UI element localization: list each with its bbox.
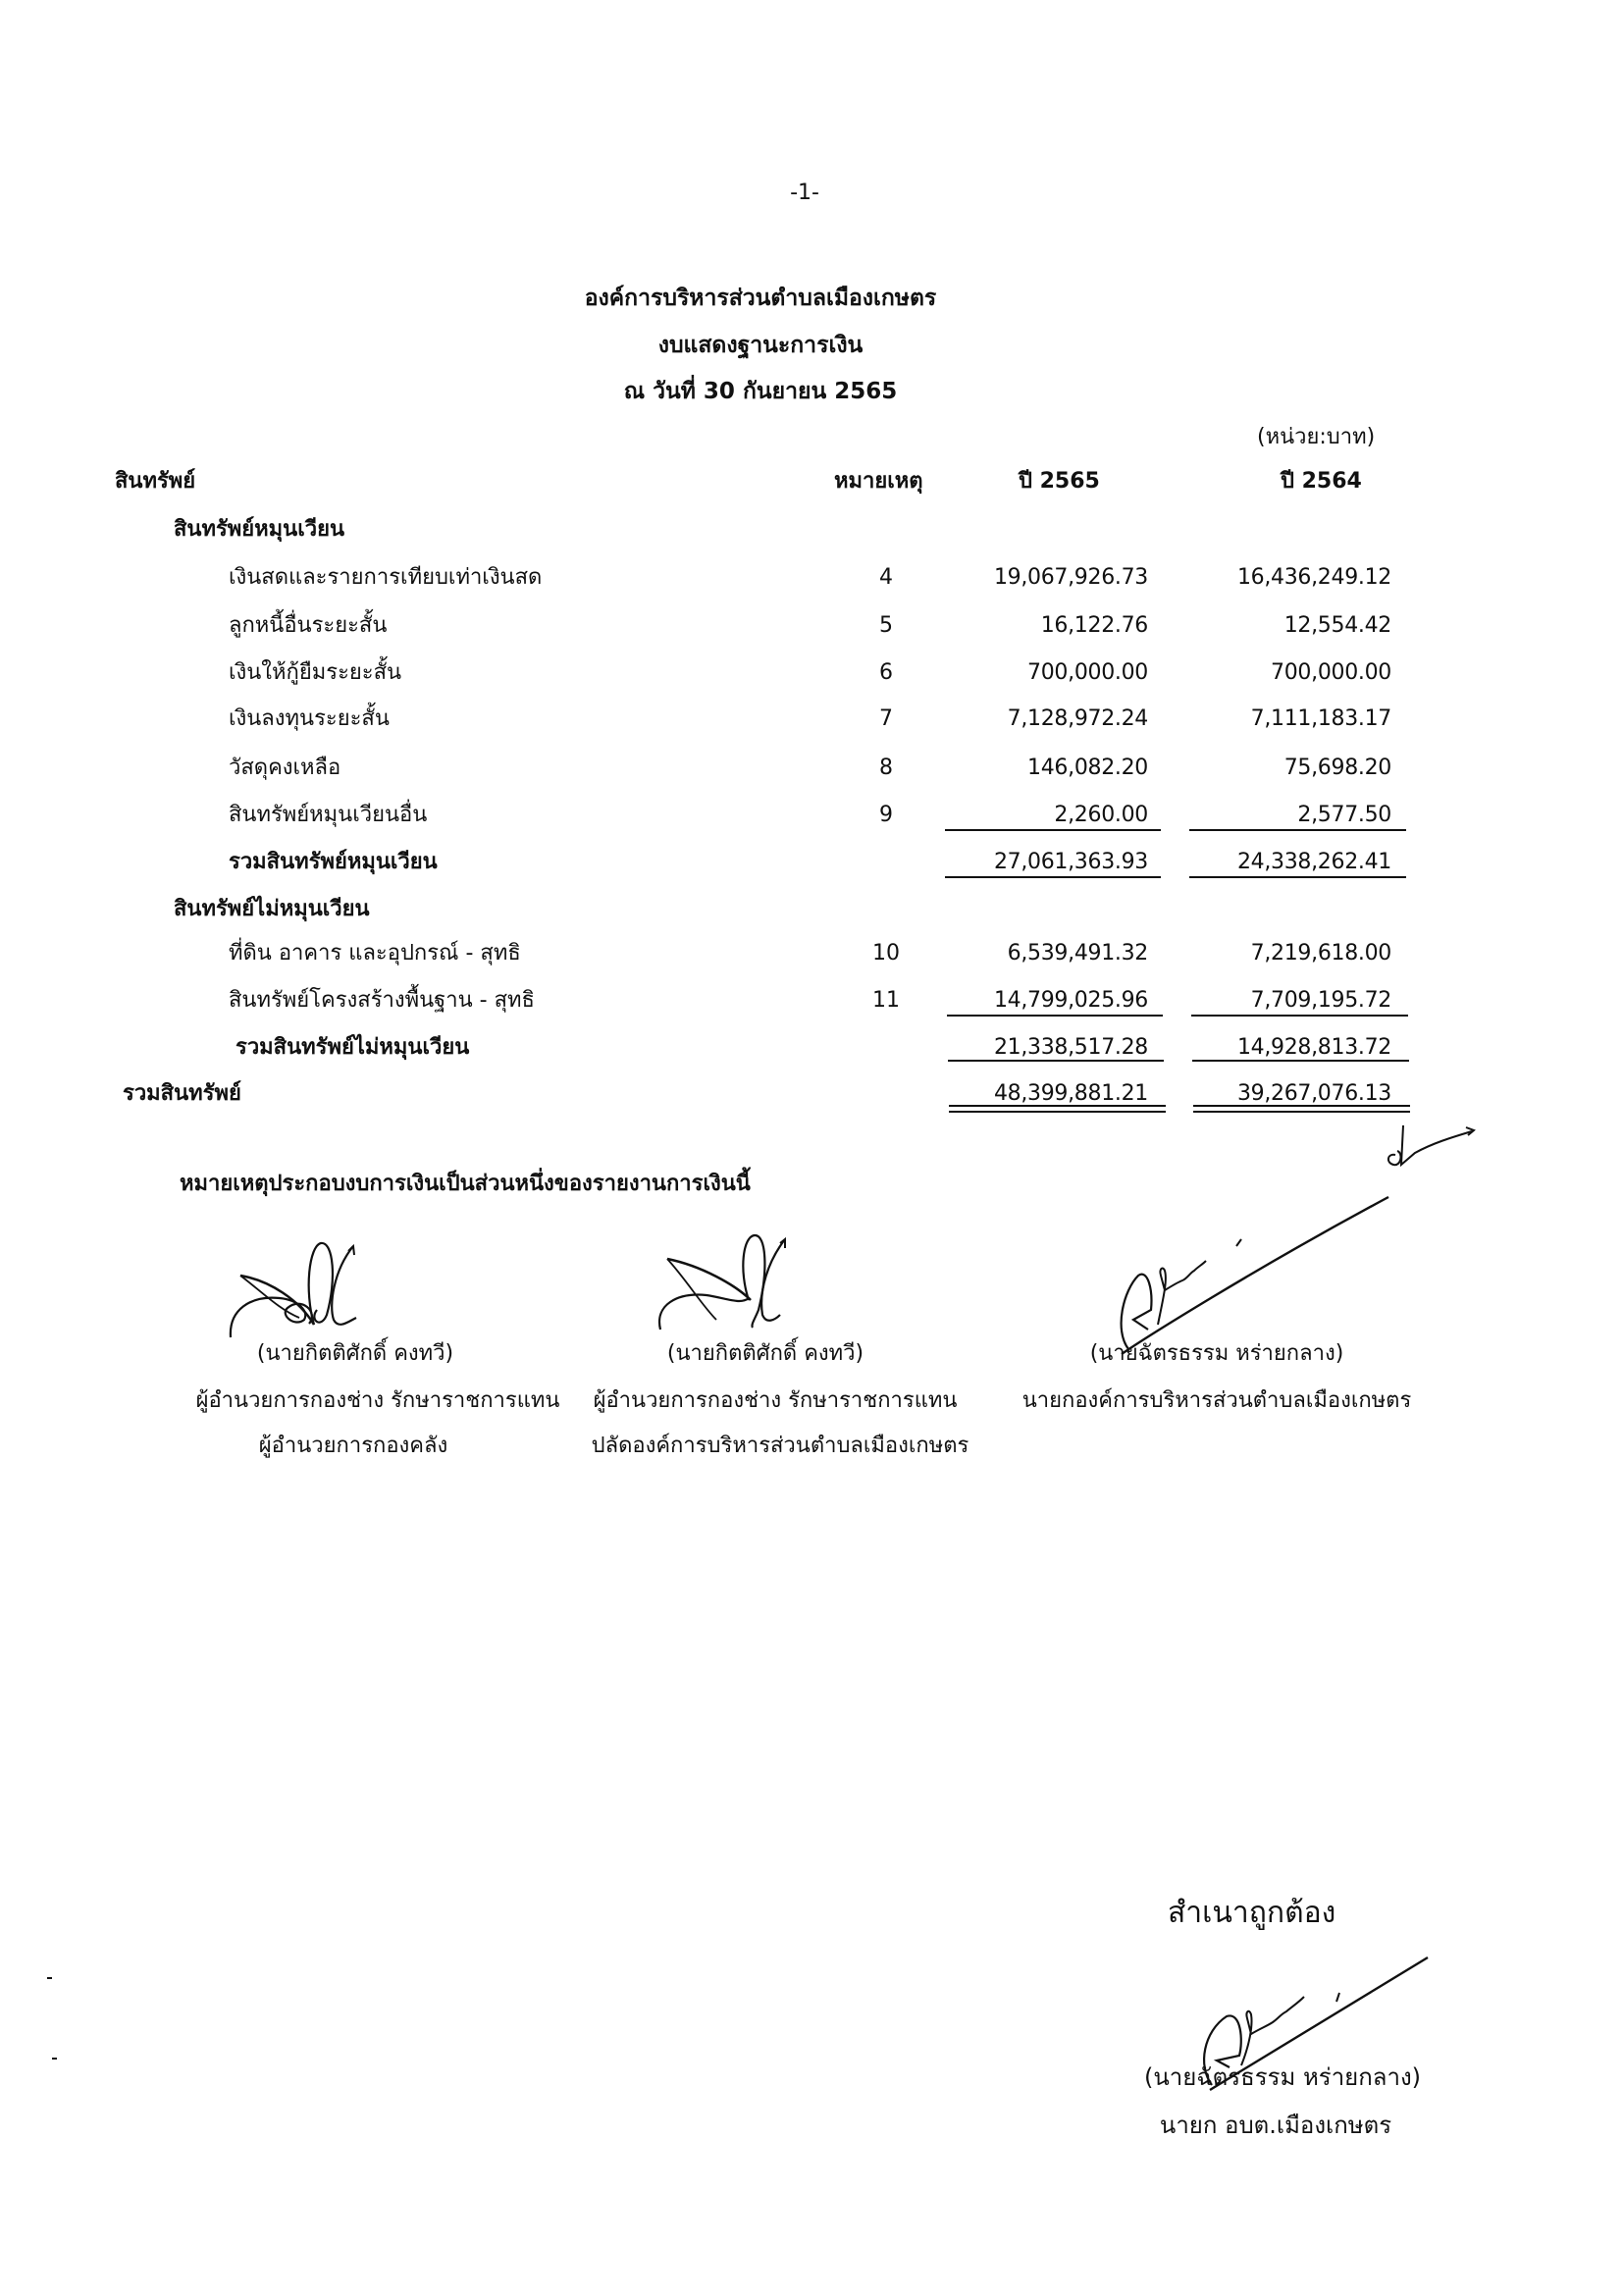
underline-current [948, 1060, 1164, 1062]
column-header-note: หมายเหตุ [834, 469, 923, 494]
row-label: สินทรัพย์หมุนเวียนอื่น [229, 803, 428, 827]
double-underline-prior [1193, 1111, 1410, 1113]
signatory-2-name: (นายกิตติศักดิ์ คงทวี) [666, 1341, 864, 1366]
signature-1 [211, 1222, 476, 1344]
row-label: เงินให้กู้ยืมระยะสั้น [229, 660, 402, 685]
signatory-1-title-line2: ผู้อำนวยการกองคลัง [258, 1434, 448, 1458]
row-value-current: 19,067,926.73 [993, 565, 1148, 590]
double-underline-current [949, 1111, 1166, 1113]
row-value-prior: 7,219,618.00 [1250, 941, 1391, 965]
initials-mark [1374, 1114, 1482, 1173]
row-note: 5 [879, 613, 893, 638]
underline-prior [1192, 1060, 1409, 1062]
row-note: 11 [872, 988, 900, 1013]
column-header-year-current: ปี 2565 [1019, 469, 1100, 494]
row-value-current: 146,082.20 [1027, 756, 1148, 780]
row-value-prior: 2,577.50 [1297, 803, 1391, 827]
underline-prior [1191, 1015, 1408, 1017]
grand-total-value-prior: 39,267,076.13 [1236, 1081, 1391, 1106]
page-number: -1- [790, 181, 819, 205]
row-label: เงินสดและรายการเทียบเท่าเงินสด [229, 565, 543, 590]
organization-name: องค์การบริหารส่วนตำบลเมืองเกษตร [584, 286, 937, 311]
row-value-prior: 75,698.20 [1283, 756, 1391, 780]
section-heading-noncurrent-assets: สินทรัพย์ไม่หมุนเวียน [174, 897, 370, 921]
row-value-prior: 12,554.42 [1283, 613, 1391, 638]
row-label: วัสดุคงเหลือ [229, 756, 341, 780]
scan-speck [47, 1977, 52, 1979]
grand-total-value-current: 48,399,881.21 [993, 1081, 1148, 1106]
column-header-year-prior: ปี 2564 [1281, 469, 1362, 494]
row-label: เงินลงทุนระยะสั้น [229, 706, 390, 731]
subtotal-value-prior: 14,928,813.72 [1236, 1035, 1391, 1060]
signature-3 [1104, 1192, 1398, 1359]
row-value-prior: 7,111,183.17 [1250, 706, 1391, 731]
notes-statement: หมายเหตุประกอบงบการเงินเป็นส่วนหนึ่งของรายงานการเงินนี้ [180, 1172, 751, 1196]
certified-copy-stamp: สำเนาถูกต้อง [1168, 1896, 1336, 1930]
row-value-current: 14,799,025.96 [993, 988, 1148, 1013]
double-underline-prior [1193, 1105, 1410, 1107]
row-value-current: 2,260.00 [1054, 803, 1148, 827]
signatory-2-title-line1: ผู้อำนวยการกองช่าง รักษาราชการแทน [593, 1388, 958, 1413]
column-header-item: สินทรัพย์ [115, 469, 196, 494]
subtotal-label: รวมสินทรัพย์ไม่หมุนเวียน [236, 1035, 470, 1060]
row-note: 10 [872, 941, 900, 965]
underline-current [945, 876, 1161, 878]
underline-current [947, 1015, 1163, 1017]
section-heading-current-assets: สินทรัพย์หมุนเวียน [174, 517, 345, 542]
signatory-1-name: (นายกิตติศักดิ์ คงทวี) [256, 1341, 454, 1366]
row-label: ลูกหนี้อื่นระยะสั้น [229, 613, 388, 638]
signatory-3-name: (นายฉัตรธรรม หร่ายกลาง) [1089, 1341, 1344, 1366]
row-value-current: 16,122.76 [1040, 613, 1148, 638]
as-of-date: ณ วันที่ 30 กันยายน 2565 [623, 379, 898, 404]
signature-2 [643, 1222, 908, 1344]
row-value-prior: 7,709,195.72 [1250, 988, 1391, 1013]
row-value-current: 7,128,972.24 [1007, 706, 1148, 731]
signatory-1-title-line1: ผู้อำนวยการกองช่าง รักษาราชการแทน [195, 1388, 560, 1413]
row-note: 7 [879, 706, 893, 731]
underline-current [945, 829, 1161, 831]
grand-total-label: รวมสินทรัพย์ [123, 1081, 241, 1106]
signatory-3-title-line1: นายกองค์การบริหารส่วนตำบลเมืองเกษตร [1021, 1388, 1412, 1413]
row-label: สินทรัพย์โครงสร้างพื้นฐาน - สุทธิ [229, 988, 535, 1013]
underline-prior [1189, 876, 1406, 878]
certifier-name: (นายฉัตรธรรม หร่ายกลาง) [1143, 2063, 1422, 2091]
row-value-prior: 700,000.00 [1271, 660, 1391, 685]
row-value-current: 700,000.00 [1027, 660, 1148, 685]
row-note: 9 [879, 803, 893, 827]
statement-title: งบแสดงฐานะการเงิน [657, 333, 864, 358]
row-note: 4 [879, 565, 893, 590]
underline-prior [1189, 829, 1406, 831]
row-label: ที่ดิน อาคาร และอุปกรณ์ - สุทธิ [229, 941, 521, 965]
double-underline-current [949, 1105, 1166, 1107]
subtotal-label: รวมสินทรัพย์หมุนเวียน [229, 850, 438, 874]
unit-label: (หน่วย:บาท) [1257, 425, 1376, 449]
row-note: 8 [879, 756, 893, 780]
signatory-2-title-line2: ปลัดองค์การบริหารส่วนตำบลเมืองเกษตร [591, 1434, 969, 1458]
certifier-title: นายก อบต.เมืองเกษตร [1159, 2112, 1392, 2139]
subtotal-value-prior: 24,338,262.41 [1236, 850, 1391, 874]
subtotal-value-current: 21,338,517.28 [993, 1035, 1148, 1060]
row-value-prior: 16,436,249.12 [1236, 565, 1391, 590]
row-note: 6 [879, 660, 893, 685]
row-value-current: 6,539,491.32 [1007, 941, 1148, 965]
subtotal-value-current: 27,061,363.93 [993, 850, 1148, 874]
scan-speck [52, 2058, 57, 2060]
